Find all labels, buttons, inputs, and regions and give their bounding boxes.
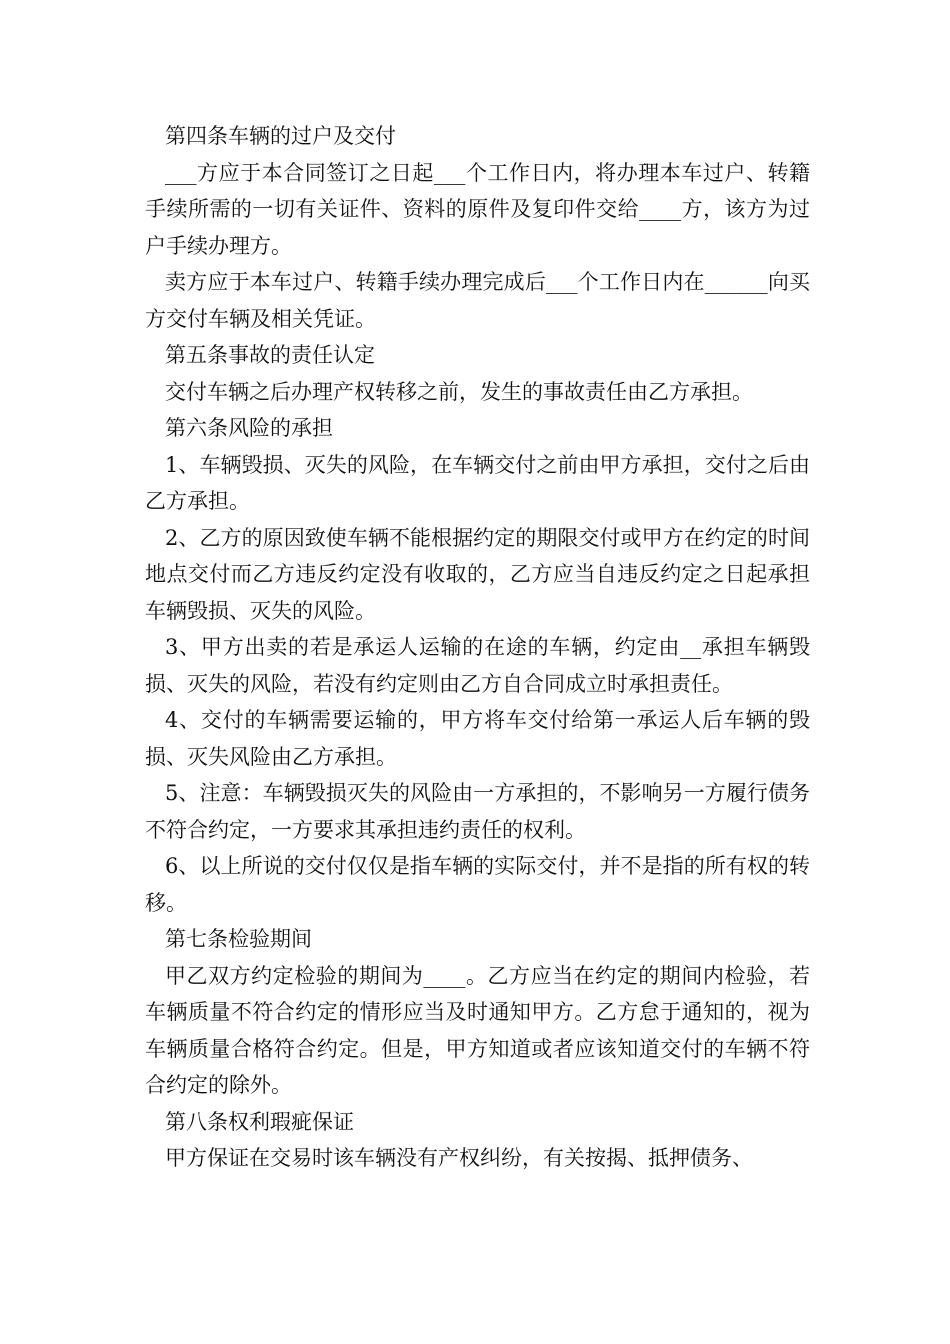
article-5-clause: 交付车辆之后办理产权转移之前，发生的事故责任由乙方承担。	[165, 379, 753, 404]
article-6-item-1: 1、车辆毁损、灭失的风险，在车辆交付之前由甲方承担，交付之后由乙方承担。	[145, 452, 810, 513]
article-6-heading: 第六条风险的承担	[165, 416, 333, 440]
article-5-heading: 第五条事故的责任认定	[165, 343, 375, 367]
article-4-clause-1: ___方应于本合同签订之日起___个工作日内，将办理本车过户、转籍手续所需的一切有关证件、资料的原件及复印件交给____方，该方为过户手续办理方。	[145, 160, 810, 258]
article-6-item-6: 6、以上所说的交付仅仅是指车辆的实际交付，并不是指的所有权的转移。	[145, 854, 810, 915]
contract-text	[145, 118, 810, 1177]
article-8-clause: 甲方保证在交易时该车辆没有产权纠纷，有关按揭、抵押债务、	[165, 1146, 753, 1170]
article-6-item-3: 3、甲方出卖的若是承运人运输的在途的车辆，约定由__承担车辆毁损、灭失的风险，若没有约定则由乙方自合同成立时承担责任。	[145, 635, 810, 696]
article-6-item-2: 2、乙方的原因致使车辆不能根据约定的期限交付或甲方在约定的时间地点交付而乙方违反约定没有收取的，乙方应当自违反约定之日起承担车辆毁损、灭失的风险。	[145, 525, 810, 623]
article-4-clause-2: 卖方应于本车过户、转籍手续办理完成后___个工作日内在______向买方交付车辆及相关凭证。	[145, 270, 810, 331]
article-7-clause: 甲乙双方约定检验的期间为____。乙方应当在约定的期间内检验，若车辆质量不符合约定的情形应当及时通知甲方。乙方怠于通知的，视为车辆质量合格符合约定。但是，甲方知道或者应该知道交付的车辆不符合约定的除外。	[145, 963, 810, 1097]
article-6-item-5: 5、注意：车辆毁损灭失的风险由一方承担的，不影响另一方履行债务不符合约定，一方要求其承担违约责任的权利。	[145, 781, 810, 842]
article-4-heading: 第四条车辆的过户及交付	[165, 124, 396, 148]
article-6-item-4: 4、交付的车辆需要运输的，甲方将车交付给第一承运人后车辆的毁损、灭失风险由乙方承担。	[145, 708, 810, 769]
article-7-heading: 第七条检验期间	[165, 927, 312, 951]
article-8-heading: 第八条权利瑕疵保证	[165, 1109, 354, 1134]
